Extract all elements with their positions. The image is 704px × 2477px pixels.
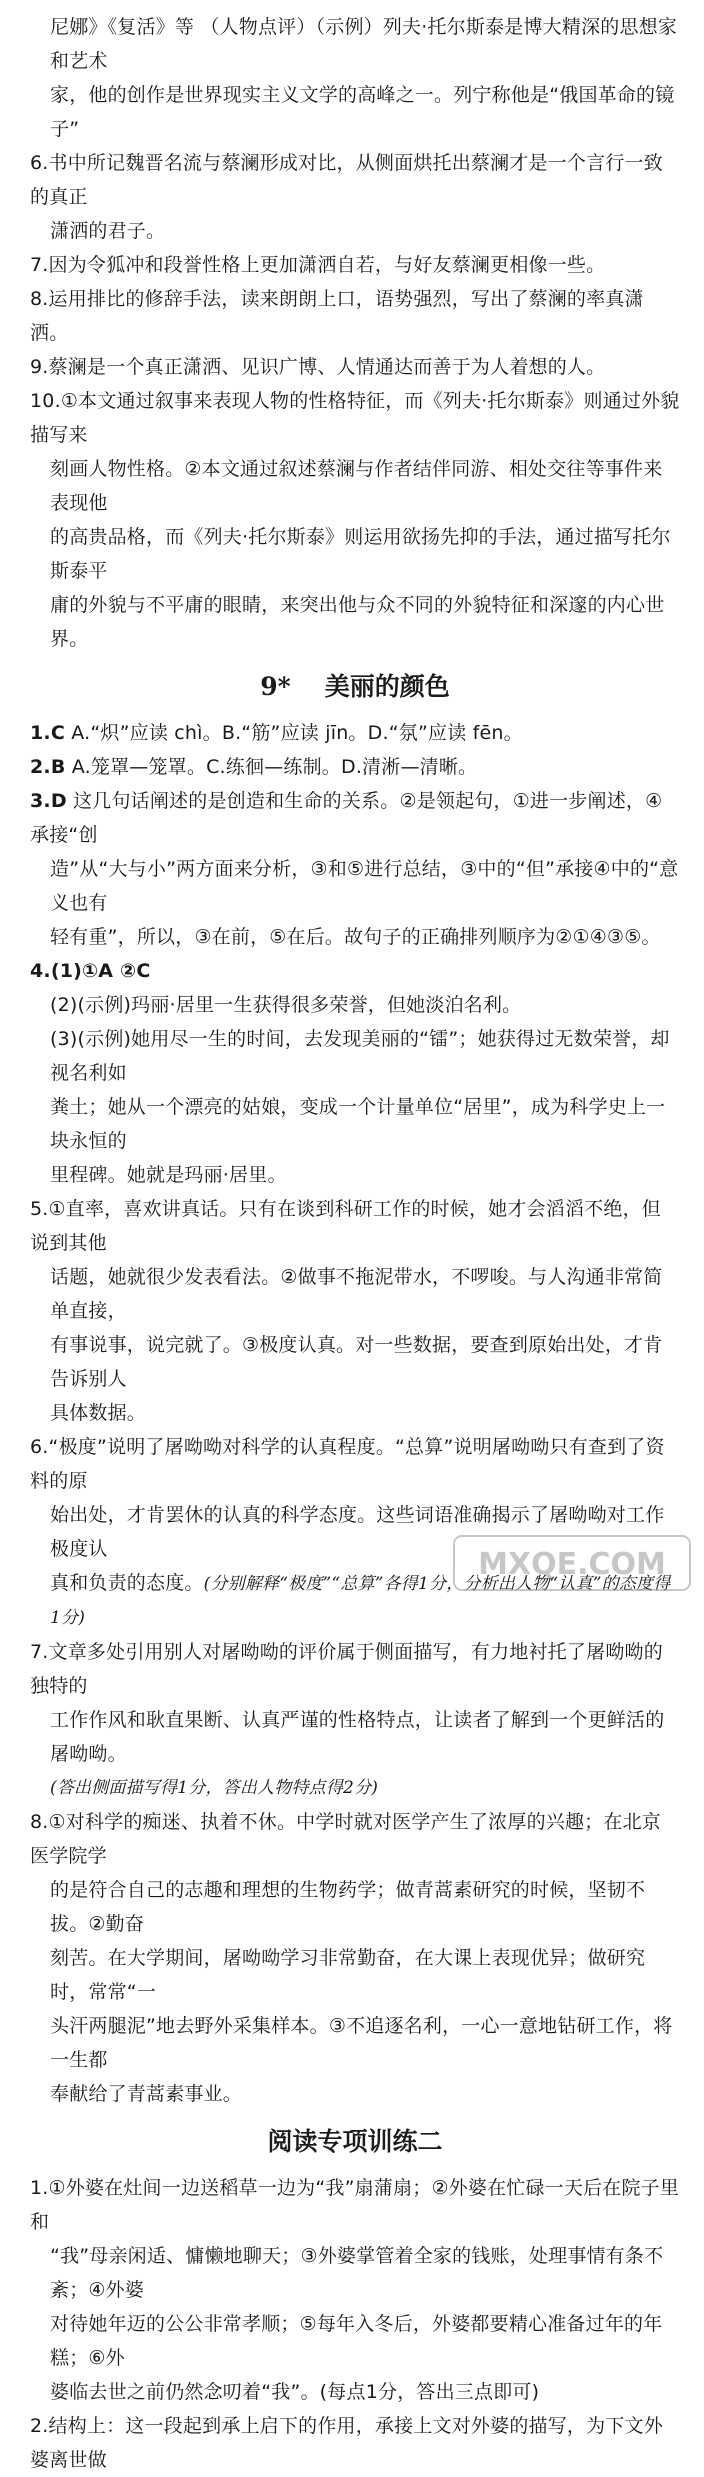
section-heading — [30, 664, 680, 710]
answer-line: 6.书中所记魏晋名流与蔡澜形成对比，从侧面烘托出蔡澜才是一个言行一致的真正 — [30, 152, 663, 208]
answer-label: 3.D — [30, 790, 67, 812]
answer-line: 庸的外貌与不平庸的眼睛，来突出他与众不同的外貌特征和深邃的内心世界。 — [50, 594, 665, 650]
answer-line: 9.蔡澜是一个真正潇洒、见识广博、人情通达而善于为人着想的人。 — [30, 356, 606, 378]
answer-line: 5.①直率，喜欢讲真话。只有在谈到科研工作的时候，她才会滔滔不绝，但说到其他 — [30, 1198, 661, 1254]
answer-line: 3.D 这几句话阐述的是创造和生命的关系。②是领起句，①进一步阐述，④承接“创 — [30, 790, 663, 846]
answer-line: 的是符合自己的志趣和理想的生物药学；做青蒿素研究的时候，坚韧不拔。②勤奋 — [50, 1879, 646, 1935]
section-title: 美丽的颜色 — [324, 672, 450, 701]
answer-line: 婆临去世之前仍然念叨着“我”。(每点1分，答出三点即可) — [50, 2381, 540, 2403]
answer-label: 2.B — [30, 756, 66, 778]
answer-line: 刻画人物性格。②本文通过叙述蔡澜与作者结伴同游、相处交往等事件来表现他 — [50, 458, 663, 514]
answer-line: 里程碑。她就是玛丽·居里。 — [50, 1164, 287, 1186]
text-line: 尼娜》《复活》等 （人物点评）（示例）列夫·托尔斯泰是博大精深的思想家和艺术 — [50, 16, 678, 72]
answer-line: 8.①对科学的痴迷、执着不休。中学时就对医学产生了浓厚的兴趣；在北京医学院学 — [30, 1811, 661, 1867]
answer-line: 工作作风和耿直果断、认真严谨的性格特点，让读者了解到一个更鲜活的屠呦呦。 — [50, 1709, 665, 1765]
answer-line: 真和负责的态度。(分别解释“极度”“总算”各得1分，分析出人物“认真”的态度得 — [50, 1572, 671, 1594]
answer-line: “我”母亲闲适、慵懒地聊天；③外婆掌管着全家的钱账，处理事情有条不紊；④外婆 — [50, 2245, 664, 2301]
answer-line: 2.B A.笼罩—笼罩。C.练徊—练制。D.清淅—清晰。 — [30, 756, 478, 778]
section-heading: 阅读专项训练二 — [267, 2127, 443, 2156]
answer-line: 7.因为令狐冲和段誉性格上更加潇洒自若，与好友蔡澜更相像一些。 — [30, 254, 606, 276]
answer-line: (3)(示例)她用尽一生的时间，去发现美丽的“镭”；她获得过无数荣誉，却视名利如 — [50, 1028, 670, 1084]
answer-line: 潇洒的君子。 — [50, 220, 166, 242]
scoring-note: (分别解释“极度”“总算”各得1分，分析出人物“认真”的态度得 — [203, 1574, 671, 1594]
answer-line: 造”从“大与小”两方面来分析，③和⑤进行总结，③中的“但”承接④中的“意义也有 — [50, 858, 679, 914]
answer-label: 1.C — [30, 722, 65, 744]
scoring-note: 1分) — [50, 1608, 86, 1628]
answer-line: 奉献给了青蒿素事业。 — [50, 2083, 243, 2105]
watermark-text: MXQE.COM — [478, 1547, 666, 1582]
answer-line: (2)(示例)玛丽·居里一生获得很多荣誉，但她淡泊名利。 — [50, 994, 522, 1016]
answer-line: 刻苦。在大学期间，屠呦呦学习非常勤奋，在大课上表现优异；做研究时，常常“一 — [50, 1947, 646, 2003]
answer-line: 8.运用排比的修辞手法，读来朗朗上口，语势强烈，写出了蔡澜的率真潇洒。 — [30, 288, 644, 344]
answer-line: 10.①本文通过叙事来表现人物的性格特征，而《列夫·托尔斯泰》则通过外貌描写来 — [30, 390, 680, 446]
section-number: 9* — [260, 672, 291, 701]
answer-line: 的高贵品格，而《列夫·托尔斯泰》则运用欲扬先抑的手法，通过描写托尔斯泰平 — [50, 526, 671, 582]
answer-line: 粪土；她从一个漂亮的姑娘，变成一个计量单位“居里”，成为科学史上一块永恒的 — [50, 1096, 666, 1152]
reading-answers — [30, 2171, 680, 2477]
answer-line: 具体数据。 — [50, 1402, 147, 1424]
answer-line: 1.①外婆在灶间一边送稻草一边为“我”扇蒲扇；②外婆在忙碌一天后在院子里和 — [30, 2177, 680, 2233]
answer-line: 2.结构上：这一段起到承上启下的作用，承接上文对外婆的描写，为下文外婆离世做 — [30, 2415, 663, 2471]
scoring-note: (答出侧面描写得1分，答出人物特点得2分) — [50, 1778, 379, 1798]
text-line: 家，他的创作是世界现实主义文学的高峰之一。列宁称他是“俄国革命的镜子” — [50, 84, 675, 140]
answer-line: 6.“极度”说明了屠呦呦对科学的认真程度。“总算”说明屠呦呦只有查到了资料的原 — [30, 1436, 665, 1492]
answer-line: 头汗两腿泥”地去野外采集样本。③不追逐名利，一心一意地钻研工作，将一生都 — [50, 2015, 673, 2071]
answer-line: 轻有重”，所以，③在前，⑤在后。故句子的正确排列顺序为②①④③⑤。 — [50, 926, 661, 948]
answer-line: 7.文章多处引用别人对屠呦呦的评价属于侧面描写，有力地衬托了屠呦呦的独特的 — [30, 1641, 663, 1697]
answer-line: 1.C A.“炽”应读 chì。B.“筋”应读 jīn。D.“氛”应读 fēn。 — [30, 722, 523, 744]
section-9-answers — [30, 716, 680, 2111]
answer-line: 话题，她就很少发表看法。②做事不拖泥带水，不啰唆。与人沟通非常简单直接， — [50, 1266, 663, 1322]
answer-line: 4.(1)①A ②C — [30, 960, 151, 982]
prev-section — [30, 10, 680, 656]
answer-site-watermark-icon — [452, 1534, 692, 1592]
answer-line: 有事说事，说完就了。③极度认真。对一些数据，要查到原始出处，才肯告诉别人 — [50, 1334, 663, 1390]
answer-line: 对待她年迈的公公非常孝顺；⑤每年入冬后，外婆都要精心准备过年的年糕；⑥外 — [50, 2313, 663, 2369]
answer-line: 始出处，才肯罢休的认真的科学态度。这些词语准确揭示了屠呦呦对工作极度认 — [50, 1504, 665, 1560]
